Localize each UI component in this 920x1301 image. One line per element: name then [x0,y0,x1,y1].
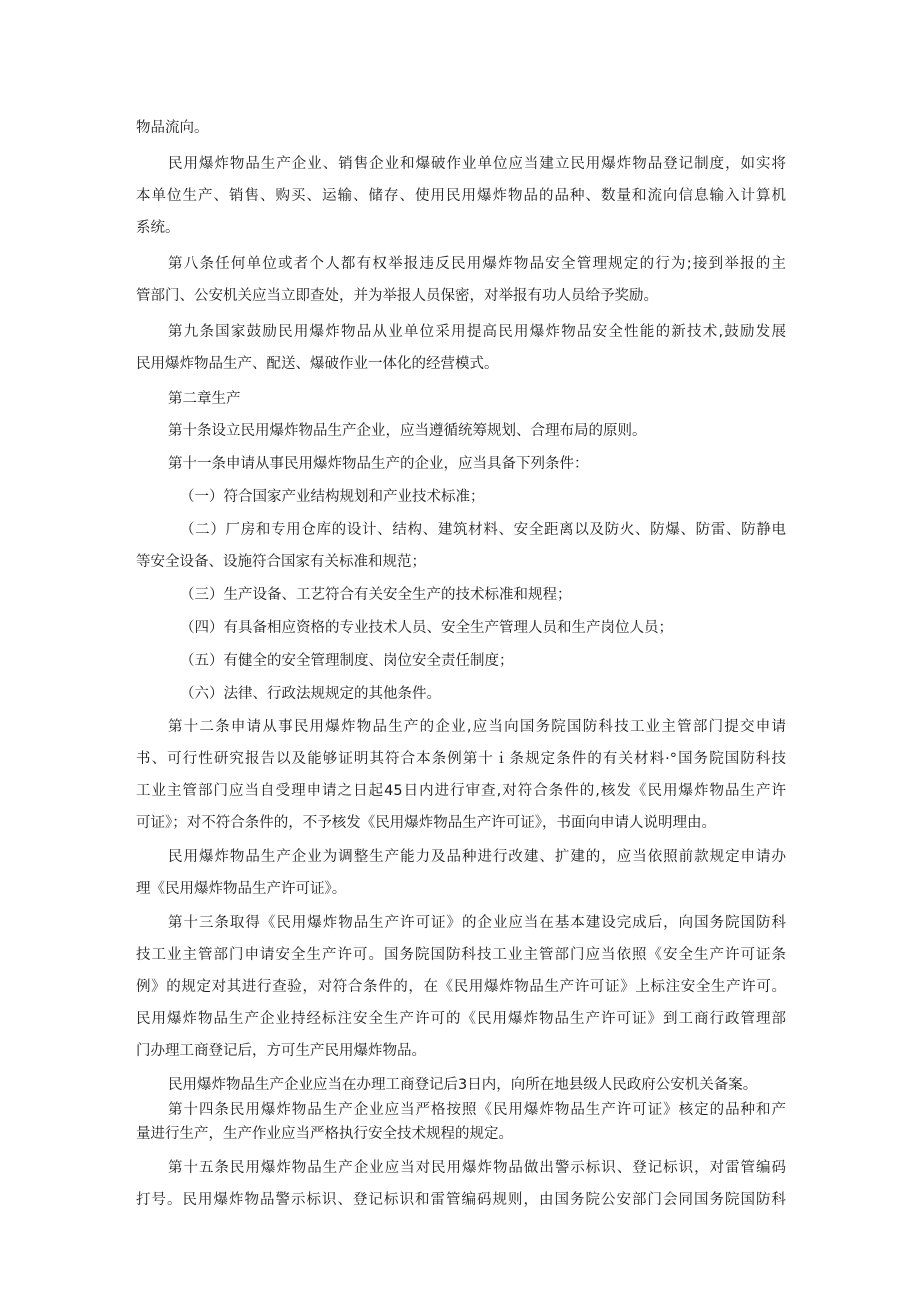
text-line: 第十一条申请从事民用爆炸物品生产的企业，应当具备下列条件： [168,456,589,472]
text-line: 第十条设立民用爆炸物品生产企业，应当遵循统筹规划、合理布局的原则。 [168,423,647,439]
text-line: 例》的规定对其进行查验，对符合条件的，在《民用爆炸物品生产许可证》上标注安全生产许可。 [136,979,786,995]
list-item: （一）符合国家产业结构规划和产业技术标准； [180,489,485,505]
text-line: 可证》；对不符合条件的，不予核发《民用爆炸物品生产许可证》，书面向申请人说明理由。 [136,815,716,831]
list-item: （五）有健全的安全管理制度、岗位安全责任制度； [180,653,514,669]
text-line: 第十三条取得《民用爆炸物品生产许可证》的企业应当在基本建设完成后，向国务院国防科 [168,915,786,931]
text-line: 量进行生产，生产作业应当严格执行安全技术规程的规定。 [136,1126,513,1142]
text-line: 第九条国家鼓励民用爆炸物品从业单位采用提高民用爆炸物品安全性能的新技术,鼓励发展 [168,324,786,340]
text-line: 民用爆炸物品生产企业应当在办理工商登记后3日内，向所在地县级人民政府公安机关备案。 [168,1077,758,1093]
text-line: 民用爆炸物品生产企业为调整生产能力及品种进行改建、扩建的，应当依照前款规定申请办 [168,849,786,865]
text-line: 技工业主管部门申请安全生产许可。国务院国防科技工业主管部门应当依照《安全生产许可证条 [136,947,786,963]
list-item: （六）法律、行政法规规定的其他条件。 [180,686,441,702]
list-item: （四）有具备相应资格的专业技术人员、安全生产管理人员和生产岗位人员； [180,620,673,636]
text-line: 民用爆炸物品生产、配送、爆破作业一体化的经营模式。 [136,356,499,372]
text-line: 门办理工商登记后，方可生产民用爆炸物品。 [136,1043,426,1059]
text-line: 第十四条民用爆炸物品生产企业应当严格按照《民用爆炸物品生产许可证》核定的品种和产 [168,1102,786,1118]
text-line: 第八条任何单位或者个人都有权举报违反民用爆炸物品安全管理规定的行为;接到举报的主 [168,256,786,272]
text-line: 工业主管部门应当自受理申请之日起45日内进行审查,对符合条件的,核发《民用爆炸物品生产许 [136,783,786,799]
text-line: 等安全设备、设施符合国家有关标准和规范； [136,554,426,570]
section-heading: 第二章生产 [168,391,241,407]
text-line: 民用爆炸物品生产企业、销售企业和爆破作业单位应当建立民用爆炸物品登记制度，如实将 [168,156,786,172]
list-item: （三）生产设备、工艺符合有关安全生产的技术标准和规程； [180,587,572,603]
text-line: 理《民用爆炸物品生产许可证》。 [136,881,347,897]
text-line: 第十五条民用爆炸物品生产企业应当对民用爆炸物品做出警示标识、登记标识，对雷管编码 [168,1160,786,1176]
text-line: 书、可行性研究报告以及能够证明其符合本条例第十ｉ条规定条件的有关材料·°国务院国防科技 [136,751,786,767]
text-line: 系统。 [136,220,180,236]
text-line: 物品流向。 [136,120,209,136]
text-line: 第十二条申请从事民用爆炸物品生产的企业,应当向国务院国防科技工业主管部门提交申请 [168,719,786,735]
text-line: 打号。民用爆炸物品警示标识、登记标识和雷管编码规则，由国务院公安部门会同国务院国防科 [136,1192,786,1208]
list-item: （二）厂房和专用仓库的设计、结构、建筑材料、安全距离以及防火、防爆、防雷、防静电 [180,522,786,538]
text-line: 民用爆炸物品生产企业持经标注安全生产许可的《民用爆炸物品生产许可证》到工商行政管理部 [136,1011,786,1027]
text-line: 本单位生产、销售、购买、运输、储存、使用民用爆炸物品的品种、数量和流向信息输入计算机 [136,188,786,204]
text-line: 管部门、公安机关应当立即查处，并为举报人员保密，对举报有功人员给予奖励。 [136,288,658,304]
